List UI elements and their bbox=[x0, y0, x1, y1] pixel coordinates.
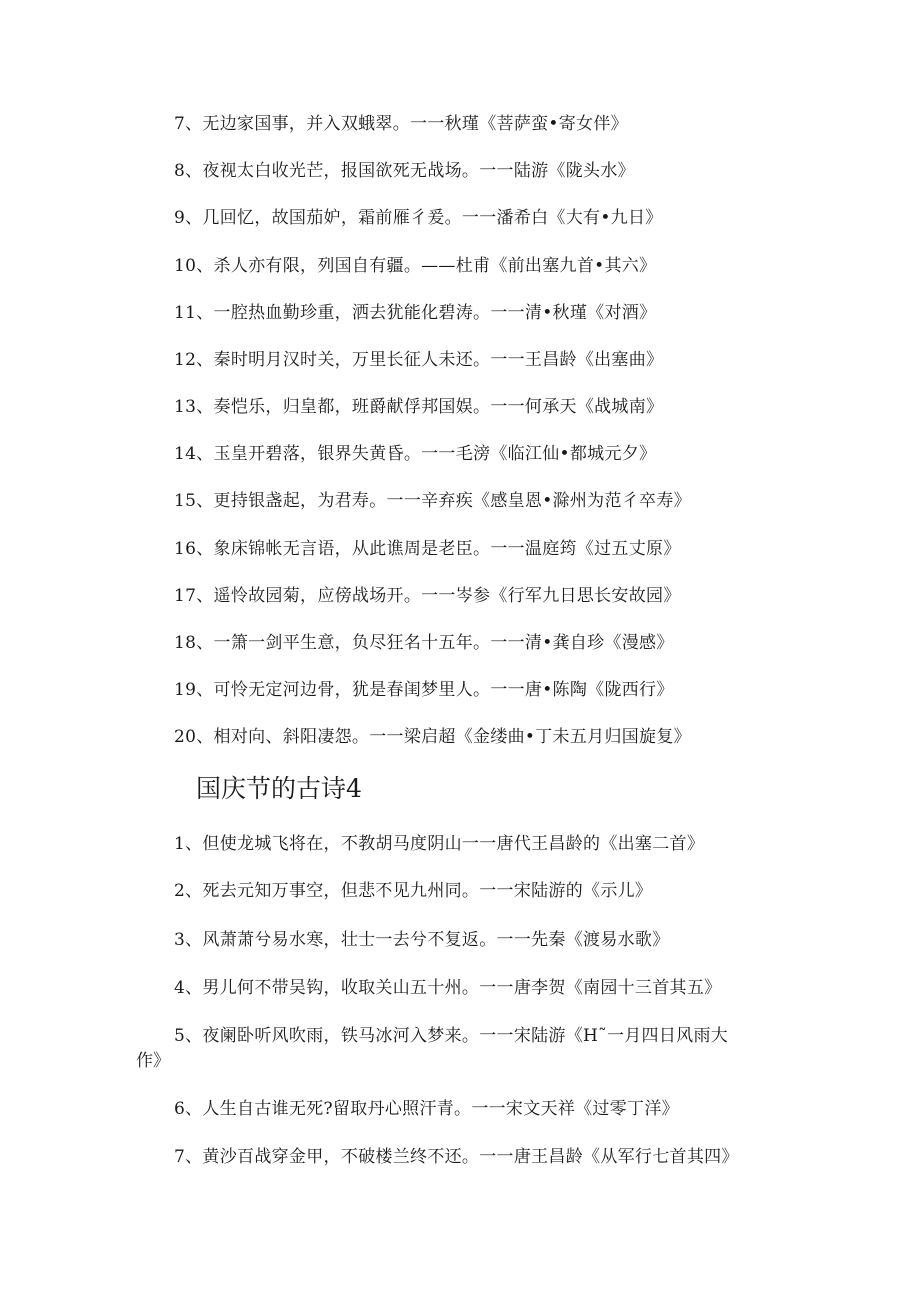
poem-line: 3、风萧萧兮易水寒，壮士一去兮不复返。一一先秦《渡易水歌》 bbox=[174, 930, 670, 950]
poem-line: 13、奏恺乐，归皇都，班爵献俘邦国娱。一一何承天《战城南》 bbox=[174, 397, 664, 417]
poem-line: 11、一腔热血勤珍重，洒去犹能化碧涛。一一清•秋瑾《对酒》 bbox=[174, 303, 657, 323]
poem-line: 10、杀人亦有限，列国自有疆。——杜甫《前出塞九首•其六》 bbox=[174, 256, 657, 276]
poem-line: 7、无边家国事，并入双蛾翠。一一秋瑾《菩萨蛮•寄女伴》 bbox=[174, 114, 628, 134]
poem-line: 4、男儿何不带吴钩，收取关山五十州。一一唐李贺《南园十三首其五》 bbox=[174, 978, 722, 998]
poem-line: 17、遥怜故园菊，应傍战场开。一一岑参《行军九日思长安故园》 bbox=[174, 586, 681, 606]
poem-line: 14、玉皇开碧落，银界失黄昏。一一毛滂《临江仙•都城元夕》 bbox=[174, 444, 657, 464]
poem-line: 1、但使龙城飞将在，不教胡马度阴山一一唐代王昌龄的《出塞二首》 bbox=[174, 834, 705, 854]
poem-line-wrapped-start: 5、夜阑卧听风吹雨，铁马冰河入梦来。一一宋陆游《H˜一月四日风雨大 bbox=[174, 1026, 729, 1046]
poem-line-wrapped-end: 作》 bbox=[136, 1051, 170, 1071]
section-heading: 国庆节的古诗4 bbox=[196, 774, 362, 803]
poem-line: 19、可怜无定河边骨，犹是春闺梦里人。一一唐•陈陶《陇西行》 bbox=[174, 680, 674, 700]
poem-line: 12、秦时明月汉时关，万里长征人未还。一一王昌龄《出塞曲》 bbox=[174, 350, 664, 370]
poem-line: 16、象床锦帐无言语，从此谯周是老臣。一一温庭筠《过五丈原》 bbox=[174, 539, 681, 559]
poem-line: 18、一箫一剑平生意，负尽狂名十五年。一一清•龚自珍《漫感》 bbox=[174, 633, 674, 653]
poem-line: 7、黄沙百战穿金甲，不破楼兰终不还。一一唐王昌龄《从军行七首其四》 bbox=[174, 1147, 739, 1167]
poem-line: 6、人生自古谁无死?留取丹心照汗青。一一宋文天祥《过零丁洋》 bbox=[174, 1099, 679, 1119]
poem-line: 20、相对向、斜阳凄怨。一一梁启超《金缕曲•丁未五月归国旋复》 bbox=[174, 727, 691, 747]
poem-line: 2、死去元知万事空，但悲不见九州同。一一宋陆游的《示儿》 bbox=[174, 881, 653, 901]
poem-line: 8、夜视太白收光芒，报国欲死无战场。一一陆游《陇头水》 bbox=[174, 161, 635, 181]
poem-line: 15、更持银盏起，为君寿。一一辛弃疾《感皇恩•滁州为范彳卒寿》 bbox=[174, 491, 691, 511]
poem-line: 9、几回忆，故国茄妒，霜前雁彳爰。一一潘希白《大有•九日》 bbox=[174, 208, 663, 228]
